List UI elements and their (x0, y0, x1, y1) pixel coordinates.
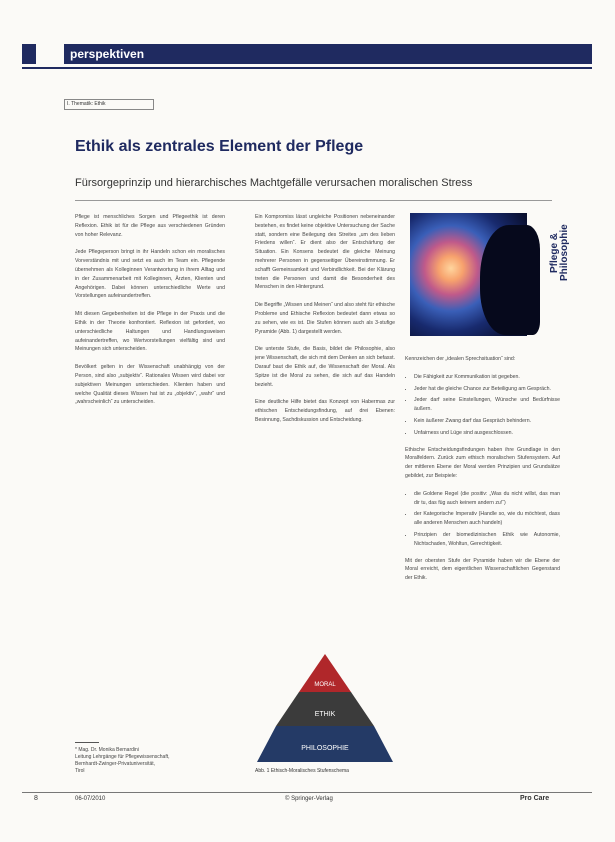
list-item: • Jeder hat die gleiche Chance zur Beteiligung am Gespräch. (414, 385, 560, 394)
paragraph: Kennzeichen der „idealen Sprechsituation“ sind: (405, 356, 516, 362)
author-box: I. Thematik: Ethik (64, 99, 154, 110)
badge-line-2: Philosophie (559, 224, 570, 281)
header-rule (22, 67, 592, 69)
pyramid-label-top: MORAL (314, 682, 336, 688)
section-title: perspektiven (64, 44, 592, 64)
paragraph: Pflege ist menschliches Sorgen und Pflegeethik ist deren Reflexion. Ethik ist für die Pflege aus verschiedenen Gründen von hoher Relevanz. (75, 214, 225, 238)
ethics-pyramid-figure (255, 652, 395, 764)
body-column-1 (75, 213, 225, 733)
issue-date: 06-07/2010 (75, 796, 106, 802)
list-item: • Jeder darf seine Einstellungen, Wünsche und Bedürfnisse äußern. (414, 396, 560, 414)
pflege-philosophie-badge (550, 210, 570, 295)
paragraph: Die unterste Stufe, die Basis, bildet die Philosophie, also jene Wissenschaft, die sich mit dem Denken an sich befasst. Darauf baut die Ethik auf, die Wissenschaft der Moral. Als Spitze ist die Moral zu sehen, die sich auf das Handeln bezieht. (255, 346, 395, 388)
paragraph: Ein Kompromiss lässt ungleiche Positionen nebeneinander bestehen, es findet keine objektive Untersuchung der Sache statt, sondern eine Beilegung des Streites „um des lieben Friedens willen“. Er dient also der Entschärfung der Situation. Ein Konsens bedeutet die gleiche Meinung mehrerer Personen in gegenseitiger Übereinstimmung. Er schafft Gemeinsamkeit und Verbindlichkeit. Bei der Klärung treten die Personen und damit die Besonderheit des Menschen in den Hintergrund. (255, 214, 395, 291)
footnote-line: * Mag. Dr. Monika Bernardini (75, 747, 139, 753)
article-title: Ethik als zentrales Element der Pflege (75, 138, 364, 155)
pyramid-label-middle: ETHIK (314, 711, 336, 718)
pyramid-middle-tier (276, 692, 374, 726)
list-item: • Unfairness und Lüge sind ausgeschlossen. (414, 429, 560, 438)
paragraph: Ethische Entscheidungsfindungen haben ihre Grundlage in den Moralfeldern. Zurück zum ethisch moralischen Stufensystem. Auf der mittleren Ebene der Moral werden Prinzipien und Grundsätze gebildet, zur Beispiele: (405, 446, 560, 479)
author-footnote (75, 747, 225, 775)
bullet-list (405, 490, 560, 549)
list-item: • die Goldene Regel (die positiv: „Was du nicht willst, das man dir tu, das füg auch keinem andern zu!“) (414, 490, 560, 508)
journal-name: Pro Care (520, 795, 550, 802)
list-item: • Die Fähigkeit zur Kommunikation ist gegeben. (414, 373, 560, 382)
body-column-3 (405, 355, 560, 735)
footnote-line: Bernhardt-Zwinger-Privatuniversität, (75, 761, 156, 767)
bullet-list (405, 373, 560, 438)
header-marker (22, 44, 36, 64)
paragraph: Eine deutliche Hilfe bietet das Konzept von Habermas zur ethischen Entscheidungsfindung, auf drei Ebenen: Besinnung, Sachdiskussion und Entscheidung. (255, 399, 395, 423)
publisher: © Springer-Verlag (285, 796, 333, 802)
list-item: • Prinzipien der biomedizinischen Ethik wie Autonomie, Nichtschaden, Wohltun, Gerechtigkeit. (414, 531, 560, 549)
article-subtitle: Fürsorgeprinzip und hierarchisches Machtgefälle verursachen moralischen Stress (75, 177, 473, 189)
footnote-line: Leitung Lehrgänge für Pflegewissenschaft, (75, 754, 170, 760)
page-number: 8 (34, 795, 38, 802)
pyramid-bottom-tier (257, 726, 393, 762)
paragraph: Jede Pflegeperson bringt in ihr Handeln schon ein moralisches Vorverständnis mit und setzt es auch im Team ein. Pflegende übernehmen als Kolleginnen Verantwortung in ihrem Alltag und in der Zusammenarbeit mit Kolleginnen, Ärzten, Klienten und Angehörigen. Dabei können unterschiedliche Werte und Vorstellungen aufeinandertreffen. (75, 249, 225, 300)
footnote-rule (75, 742, 99, 743)
figure-caption: Abb. 1 Ethisch-Moralisches Stufenschema (255, 768, 349, 774)
footnote-line: Tirol (75, 768, 85, 774)
paragraph: Mit diesen Gegebenheiten ist die Pflege in der Praxis und die Ethik in der Theorie konfrontiert. Reflexion ist gefordert, wo unterschiedliche Haltungen und Handlungsweisen aufeinandertreffen, wo Wertvorstellungen vielfältig sind und Meinungen sich unterscheiden. (75, 311, 225, 353)
subtitle-rule (75, 200, 552, 201)
list-item: • Kein äußerer Zwang darf das Gespräch behindern. (414, 417, 560, 426)
list-item: • der Kategorische Imperativ (Handle so, wie du möchtest, dass alle anderen Menschen auch handeln) (414, 510, 560, 528)
paragraph: Die Begriffe „Wissen und Meinen“ und also steht für ethische Probleme und Ethische Reflexion bedeutet dann etwas so zu sehen, wie es ist. Die Stufen können auch als 3-stufige Pyramide (Abb. 1) dargestellt werden. (255, 302, 395, 335)
paragraph: Mit der obersten Stufe der Pyramide haben wir die Ebene der Moral erreicht, dem eigentlichen Wissenschaftlichen Gegenstand der Ethik. (405, 557, 560, 582)
footer-rule (22, 792, 592, 793)
badge-line-1: Pflege & (549, 232, 560, 273)
pyramid-label-bottom: PHILOSOPHIE (301, 745, 349, 752)
body-column-2 (255, 213, 395, 641)
section-header-bar (22, 44, 592, 64)
paragraph: Bevölkert gelten in der Wissenschaft unabhängig von der Person, sind also „subjektiv“. Rationales Wissen wird dabei vor subjektiven Meinungen unterschieden. Klienten haben und welche Qualität dieses Wissen hat ist zu „objektiv“, „wahr“ und „wahrscheinlich“ zu unterscheiden. (75, 364, 225, 406)
head-silhouette-image (480, 225, 540, 335)
